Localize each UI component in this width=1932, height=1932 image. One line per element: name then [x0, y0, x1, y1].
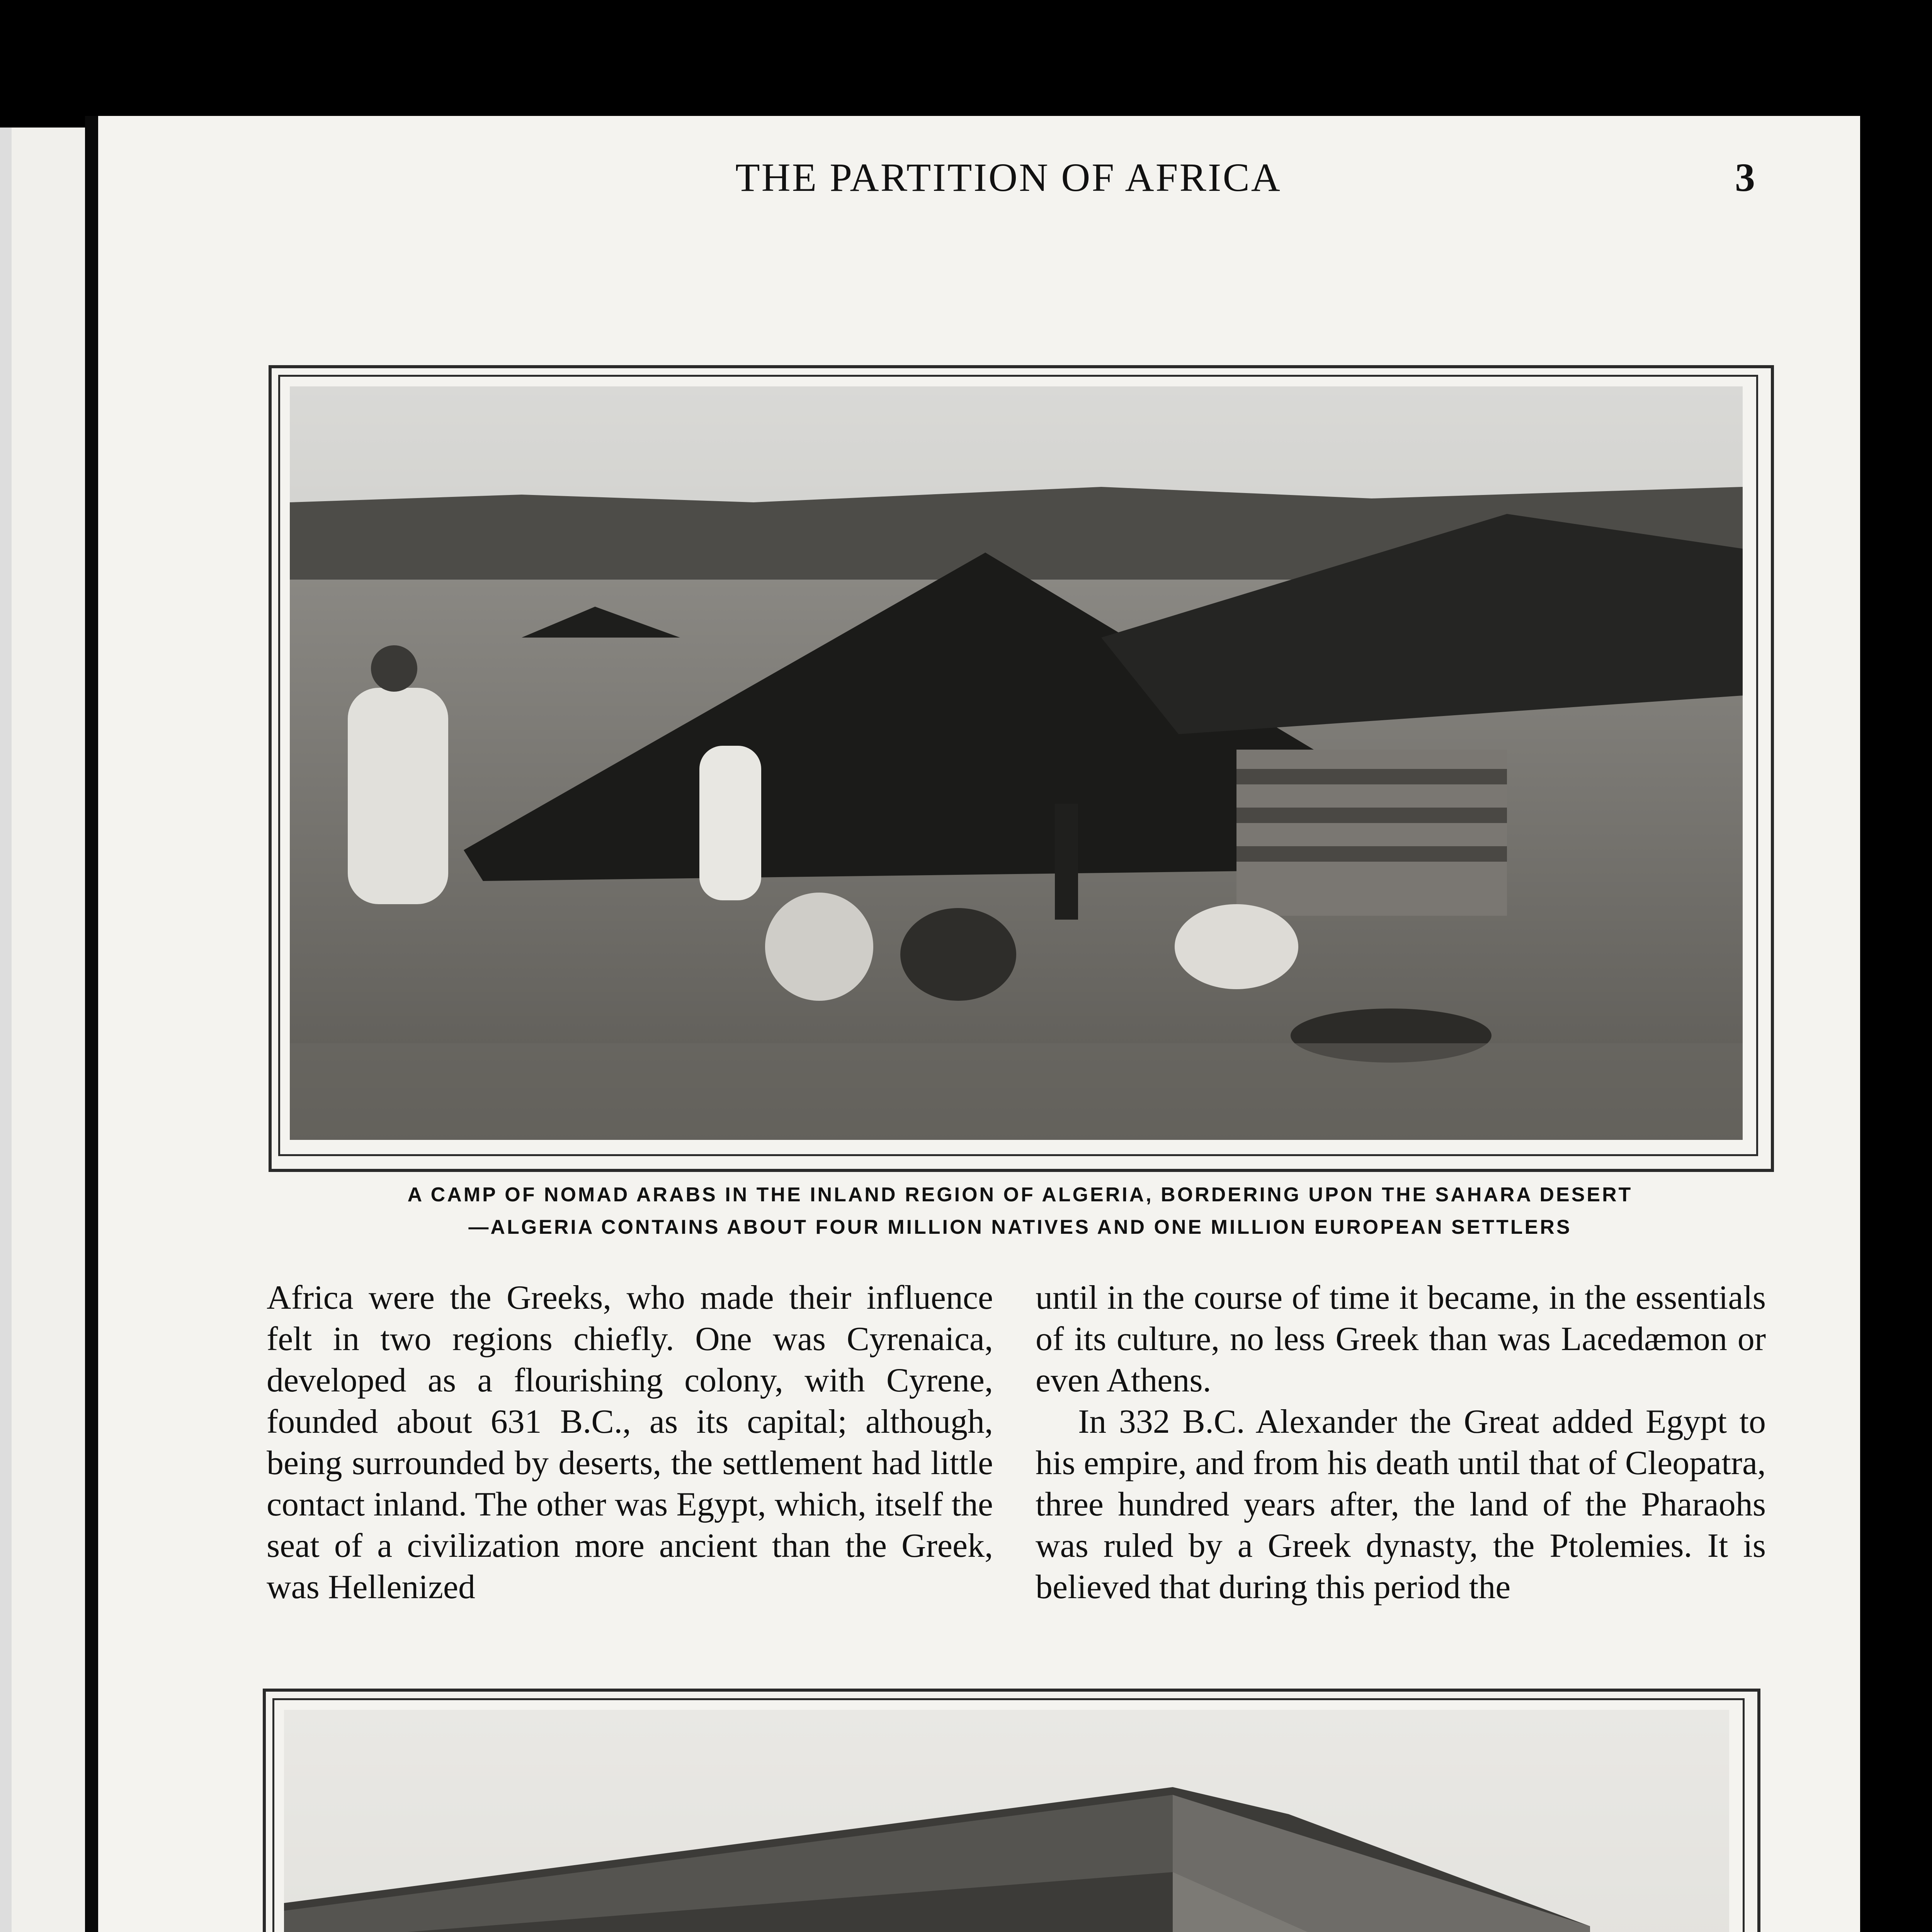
- nomad-camp-photo: [290, 386, 1743, 1140]
- right-column-paragraph-2: In 332 B.C. Alexander the Great added Egypt to his empire, and from his death until that of Cleopatra, three hundred years after, the land of the Pharaohs was ruled by a Greek dynasty, the Ptolemies. It is believed that during this period the: [1036, 1403, 1766, 1606]
- right-column-paragraph-1: until in the course of time it became, in the essentials of its culture, no less Greek than was Lacedæmon or even Athens.: [1036, 1279, 1766, 1399]
- left-column-paragraph: Africa were the Greeks, who made their influence felt in two regions chiefly. One was Cyrenaica, developed as a flourishing colony, with Cyrene, founded about 631 B.C., as its capital; although, being surrounded by deserts, the settlement had little contact inland. The other was Egypt, which, itself the seat of a civilization more ancient than the Greek, was Hellenized: [267, 1279, 993, 1606]
- figure-1-caption-line-2: —ALGERIA CONTAINS ABOUT FOUR MILLION NATIVES AND ONE MILLION EUROPEAN SETTLERS: [468, 1216, 1572, 1238]
- roman-ruins-photo-image: [284, 1710, 1729, 1932]
- nomad-camp-photo-image: [290, 386, 1743, 1140]
- left-page-edge: [0, 128, 12, 1932]
- figure-1-caption-line-1: A CAMP OF NOMAD ARABS IN THE INLAND REGION OF ALGERIA, BORDERING UPON THE SAHARA DESERT: [407, 1184, 1633, 1206]
- figure-1-caption: [267, 1179, 1774, 1243]
- roman-ruins-photo: [284, 1710, 1729, 1932]
- left-facing-page: [0, 128, 85, 1932]
- page-number: 3: [1735, 155, 1755, 200]
- left-text-column: [267, 1277, 993, 1608]
- right-text-column: [1036, 1277, 1766, 1608]
- book-gutter: [85, 116, 98, 1932]
- running-header: THE PARTITION OF AFRICA: [735, 155, 1282, 200]
